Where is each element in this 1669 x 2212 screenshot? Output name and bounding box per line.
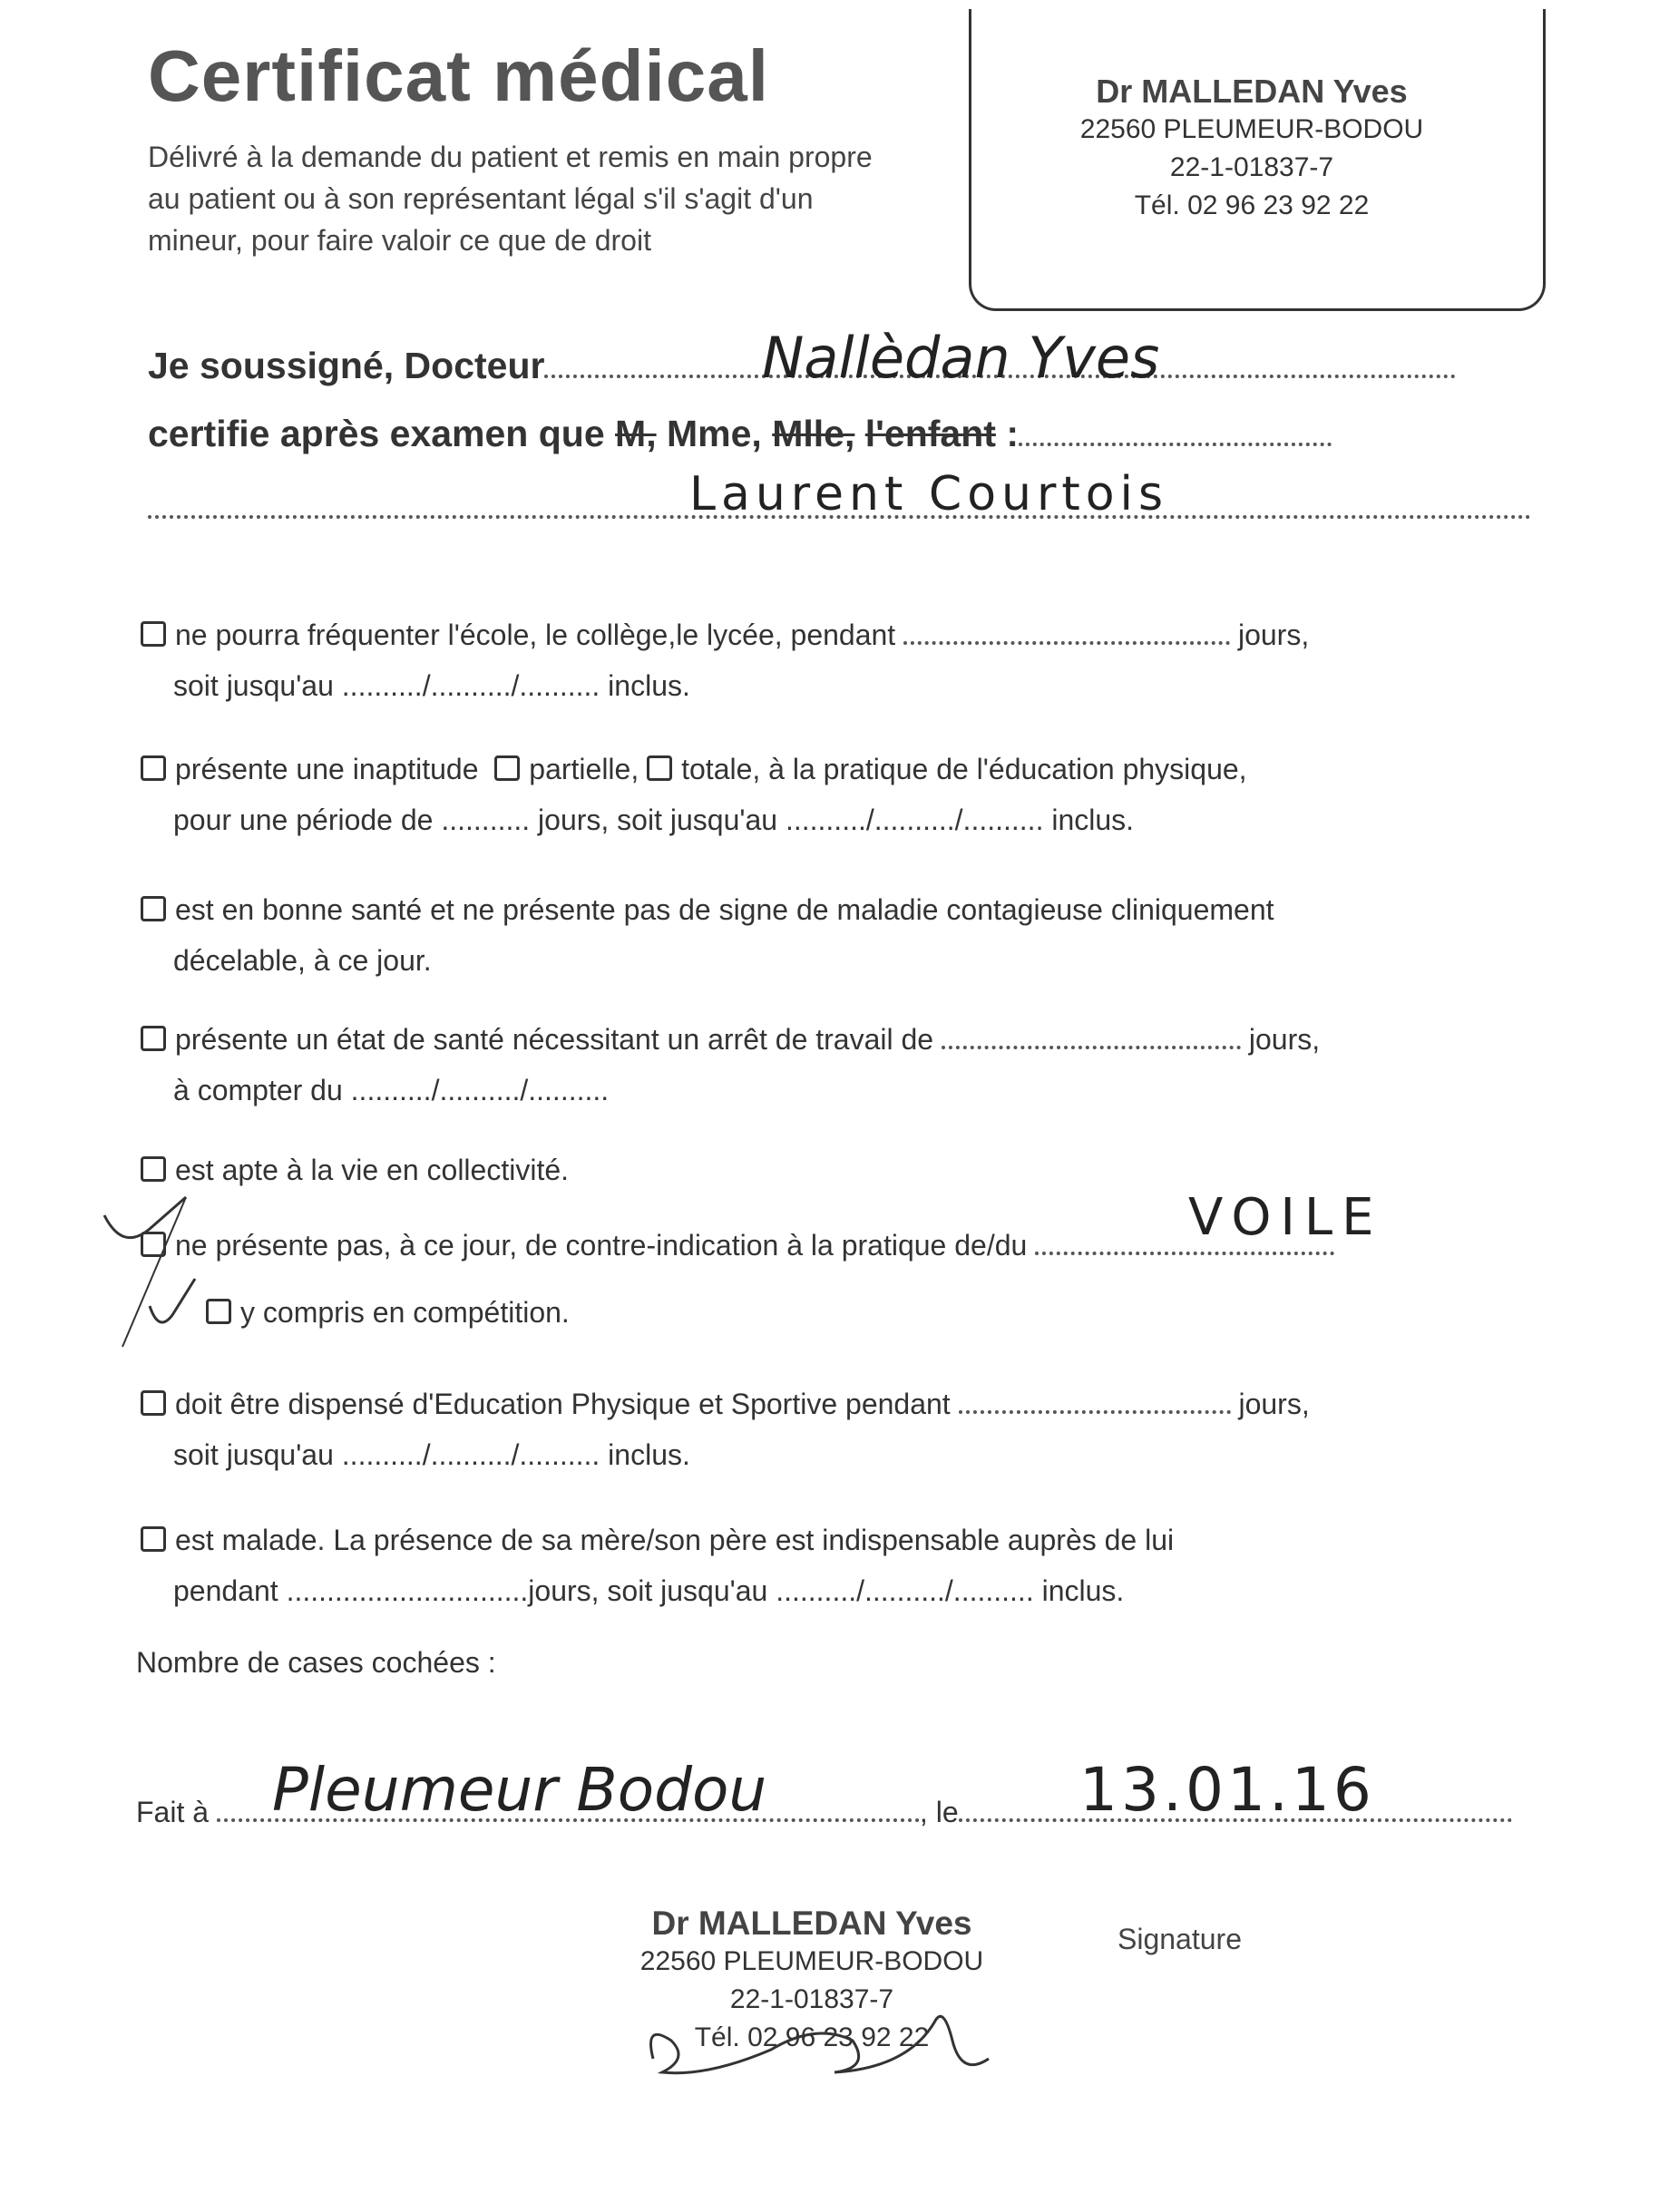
sport-handwritten: VOILE (1188, 1188, 1383, 1247)
date-label: , le (919, 1796, 959, 1828)
certify-label: certifie après examen que (148, 413, 605, 454)
checked-count-label: Nombre de cases cochées : (136, 1646, 496, 1679)
place-label: Fait à (136, 1796, 210, 1828)
checkbox-totale[interactable] (647, 755, 672, 781)
stamp-city: 22560 PLEUMEUR-BODOU (1079, 114, 1424, 144)
certify-line (148, 413, 1332, 455)
document-title: Certificat médical (148, 35, 769, 116)
intro-text: Délivré à la demande du patient et remis en main propre au patient ou à son représentant légal s'il s'agit d'un mineur, pour faire valoir ce que de droit (148, 141, 873, 257)
date-handwritten: 13.01.16 (1079, 1755, 1375, 1825)
item-pe-exemption: doit être dispensé d'Education Physique et Sportive pendant jours, soit jusqu'au ........../........../.......... inclus. (141, 1379, 1483, 1480)
item-no-contraindication: ne présente pas, à ce jour, de contre-indication à la pratique de/du y compris en compétition. (141, 1220, 1483, 1338)
stamp-phone: Tél. 02 96 23 92 22 (1134, 190, 1370, 220)
title-mlle: Mlle, (772, 413, 855, 454)
item-illness: est malade. La présence de sa mère/son père est indispensable auprès de lui pendant ..............................jours, soit jusqu'au ........../........../.......... inclus. (141, 1515, 1483, 1616)
item-school-absence: ne pourra fréquenter l'école, le collège,le lycée, pendant jours, soit jusqu'au ........../........../.......... inclus. (141, 609, 1483, 711)
checkbox-illness[interactable] (141, 1526, 166, 1552)
title-m: M, (615, 413, 657, 454)
checkbox-work-stoppage[interactable] (141, 1026, 166, 1051)
item-work-stoppage: présente un état de santé nécessitant un arrêt de travail de jours, à compter du ........../........../.......... (141, 1014, 1483, 1116)
patient-dotted-line-1[interactable] (1019, 434, 1332, 446)
checkbox-exemption[interactable] (141, 1390, 166, 1416)
item-pe-inaptitude: présente une inaptitude partielle, totale, à la pratique de l'éducation physique, pour une période de ........... jours, soit jusqu'au ........../........../.......... inclus. (141, 744, 1483, 845)
signature-label: Signature (1118, 1923, 1242, 1955)
patient-handwritten-name: Laurent Courtois (689, 467, 1169, 521)
checkbox-school[interactable] (141, 621, 166, 647)
doctor-handwritten-name: Nallèdan Yves (762, 325, 1160, 391)
bottom-stamp-number: 22-1-01837-7 (729, 1984, 894, 2014)
bottom-stamp-city: 22560 PLEUMEUR-BODOU (639, 1946, 984, 1976)
place-handwritten: Pleumeur Bodou (272, 1755, 767, 1825)
colon: : (1006, 413, 1019, 454)
checkbox-inaptitude[interactable] (141, 755, 166, 781)
title-enfant: l'enfant (864, 413, 996, 454)
checkbox-partielle[interactable] (494, 755, 520, 781)
doctor-label: Je soussigné, Docteur (148, 345, 545, 386)
handwritten-signature (635, 1986, 998, 2086)
bottom-stamp-name: Dr MALLEDAN Yves (651, 1905, 972, 1942)
handwritten-check-marks (86, 1179, 213, 1351)
item-good-health: est en bonne santé et ne présente pas de signe de maladie contagieuse cliniquement décelable, à ce jour. (141, 884, 1483, 986)
doctor-stamp (1016, 73, 1488, 225)
item-collective-life: est apte à la vie en collectivité. (141, 1145, 1483, 1195)
bottom-stamp-phone: Tél. 02 96 23 92 22 (694, 2022, 930, 2052)
stamp-number: 22-1-01837-7 (1169, 152, 1334, 182)
checkbox-good-health[interactable] (141, 896, 166, 921)
checkbox-collective[interactable] (141, 1156, 166, 1182)
stamp-doctor-name: Dr MALLEDAN Yves (1096, 73, 1408, 110)
title-mme: Mme, (667, 413, 762, 454)
